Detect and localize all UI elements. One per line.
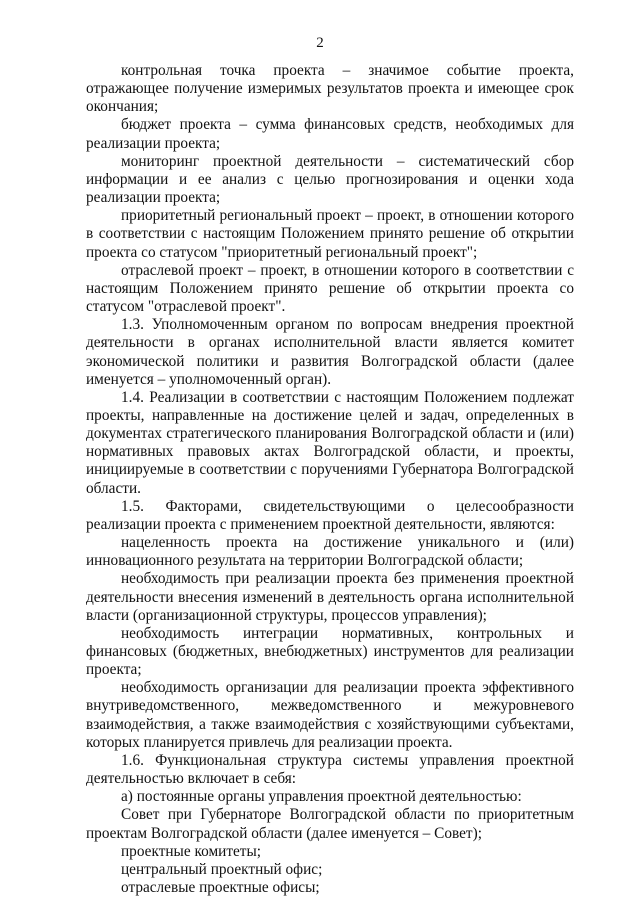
- paragraph-project-budget: бюджет проекта – сумма финансовых средств, необходимых для реализации проекта;: [86, 116, 574, 152]
- paragraph-1-5: 1.5. Факторами, свидетельствующими о целесообразности реализации проекта с применением проектной деятельности, являются:: [86, 497, 574, 533]
- paragraph-1-3: 1.3. Уполномоченным органом по вопросам внедрения проектной деятельности в органах исполнительной власти является комитет экономической политики и развития Волгоградской области (далее именуется – уполномоченный орган).: [86, 316, 574, 388]
- paragraph-council: Совет при Губернаторе Волгоградской области по приоритетным проектам Волгоградской области (далее именуется – Совет);: [86, 806, 574, 842]
- page-number: 2: [316, 35, 324, 51]
- paragraph-factor-integration: необходимость интеграции нормативных, контрольных и финансовых (бюджетных, внебюджетных) инструментов для реализации проекта;: [86, 624, 574, 679]
- paragraph-sector-offices: отраслевые проектные офисы;: [121, 879, 320, 897]
- paragraph-control-point: контрольная точка проекта – значимое событие проекта, отражающее получение измеримых результатов проекта и имеющее срок окончания;: [86, 62, 574, 116]
- paragraph-project-committees: проектные комитеты;: [121, 842, 262, 860]
- paragraph-factor-changes: необходимость при реализации проекта без применения проектной деятельности внесения изменений в деятельность органа исполнительной власти (организационной структуры, процессов управления);: [86, 570, 574, 624]
- paragraph-factor-cooperation: необходимость организации для реализации проекта эффективного внутриведомственного, межведомственного и межуровневого взаимодействия, а также взаимодействия с хозяйствующими субъектами, которых планируется привлечь для реализации проекта.: [86, 679, 574, 751]
- paragraph-sector-project: отраслевой проект – проект, в отношении которого в соответствии с настоящим Положением принято решение об открытии проекта со статусом "отраслевой проект".: [86, 261, 574, 316]
- paragraph-central-office: центральный проектный офис;: [121, 860, 323, 878]
- paragraph-permanent-bodies: а) постоянные органы управления проектной деятельностью:: [121, 788, 522, 806]
- paragraph-1-4: 1.4. Реализации в соответствии с настоящим Положением подлежат проекты, направленные на достижение целей и задач, определенных в документах стратегического планирования Волгоградской области и (или) нормативных правовых актах Волгоградской области, и проекты, инициируемые в соответствии с поручениями Губернатора Волгоградской области.: [86, 388, 574, 497]
- paragraph-priority-project: приоритетный региональный проект – проект, в отношении которого в соответствии с настоящим Положением принято решение об открытии проекта со статусом "приоритетный региональный проект";: [86, 207, 574, 261]
- paragraph-1-6: 1.6. Функциональная структура системы управления проектной деятельностью включает в себя:: [86, 751, 574, 788]
- paragraph-monitoring: мониторинг проектной деятельности – систематический сбор информации и ее анализ с целью прогнозирования и оценки хода реализации проекта;: [86, 152, 574, 207]
- paragraph-factor-innovation: нацеленность проекта на достижение уникального и (или) инновационного результата на территории Волгоградской области;: [86, 534, 574, 570]
- document-body: [86, 62, 574, 897]
